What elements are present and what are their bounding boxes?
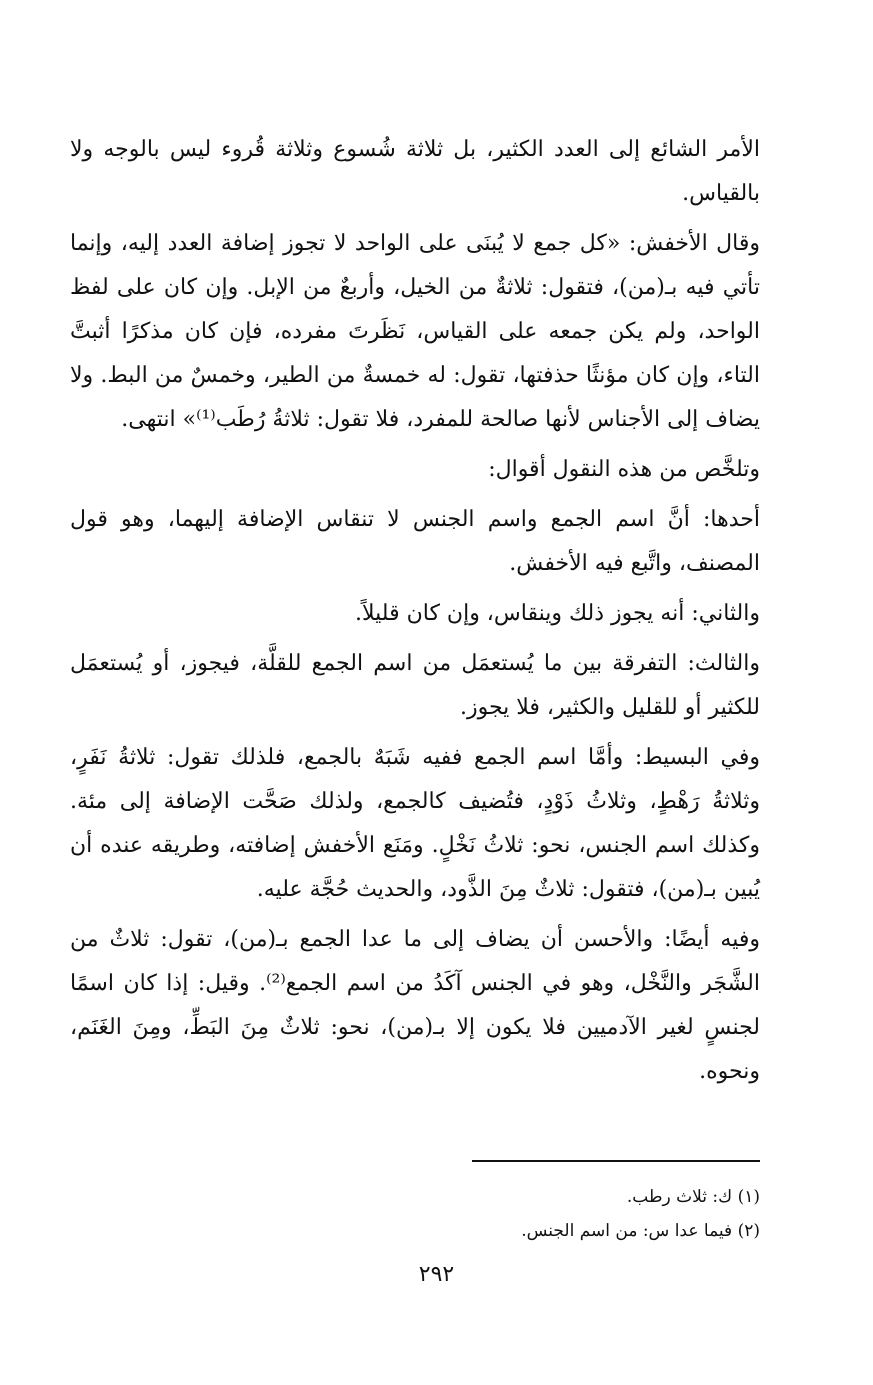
paragraph: وتلخَّص من هذه النقول أقوال: xyxy=(488,457,760,482)
paragraph: وفي البسيط: وأمَّا اسم الجمع ففيه شَبَهٌ بالجمع، فلذلك تقول: ثلاثةُ نَفَرٍ، وثلاثةُ رَهْطٍ، وثلاثُ ذَوْدٍ، فتُضيف كالجمع، ولذلك صَحَّت الإضافة إلى مئة. وكذلك اسم الجنس، نحو: ثلاثُ نَخْلٍ. ومَنَع الأخفش إضافته، وطريقه عنده أن يُبين بـ(من)، فتقول: ثلاثٌ مِنَ الذَّود، والحديث حُجَّة عليه. xyxy=(70,745,760,902)
main-text xyxy=(70,128,760,1100)
footnotes xyxy=(70,1180,760,1248)
paragraph: والثاني: أنه يجوز ذلك وينقاس، وإن كان قليلاً. xyxy=(355,601,760,626)
paragraph: وفيه أيضًا: والأحسن أن يضاف إلى ما عدا الجمع بـ(من)، تقول: ثلاثٌ من الشَّجَر والنَّخْل، وهو في الجنس آكَدُ من اسم الجمع⁽²⁾. وقيل: إذا كان اسمًا لجنسٍ لغير الآدميين فلا يكون إلا بـ(من)، نحو: ثلاثٌ مِنَ البَطِّ، ومِنَ الغَنَم، ونحوه. xyxy=(70,927,760,1084)
footnote: (١) ك: ثلاث رطب. xyxy=(626,1187,760,1207)
paragraph: والثالث: التفرقة بين ما يُستعمَل من اسم الجمع للقلَّة، فيجوز، أو يُستعمَل للكثير أو للقليل والكثير، فلا يجوز. xyxy=(70,651,760,720)
paragraph: الأمر الشائع إلى العدد الكثير، بل ثلاثة شُسوع وثلاثة قُروء ليس بالوجه ولا بالقياس. xyxy=(70,137,760,206)
page-number: ٢٩٢ xyxy=(418,1262,455,1287)
footnote: (٢) فيما عدا س: من اسم الجنس. xyxy=(521,1221,760,1241)
footnote-divider xyxy=(472,1160,760,1162)
paragraph: أحدها: أنَّ اسم الجمع واسم الجنس لا تنقاس الإضافة إليهما، وهو قول المصنف، واتَّبع فيه الأخفش. xyxy=(70,507,760,576)
paragraph: وقال الأخفش: «كل جمع لا يُبنَى على الواحد لا تجوز إضافة العدد إليه، وإنما تأتي فيه بـ(من)، فتقول: ثلاثةٌ من الخيل، وأربعٌ من الإبل. وإن كان على لفظ الواحد، ولم يكن جمعه على القياس، نَظَرتَ مفرده، فإن كان مذكرًا أثبتَّ التاء، وإن كان مؤنثًا حذفتها، تقول: له خمسةٌ من الطير، وخمسٌ من البط. ولا يضاف إلى الأجناس لأنها صالحة للمفرد، فلا تقول: ثلاثةُ رُطَب⁽¹⁾» انتهى. xyxy=(70,231,760,432)
